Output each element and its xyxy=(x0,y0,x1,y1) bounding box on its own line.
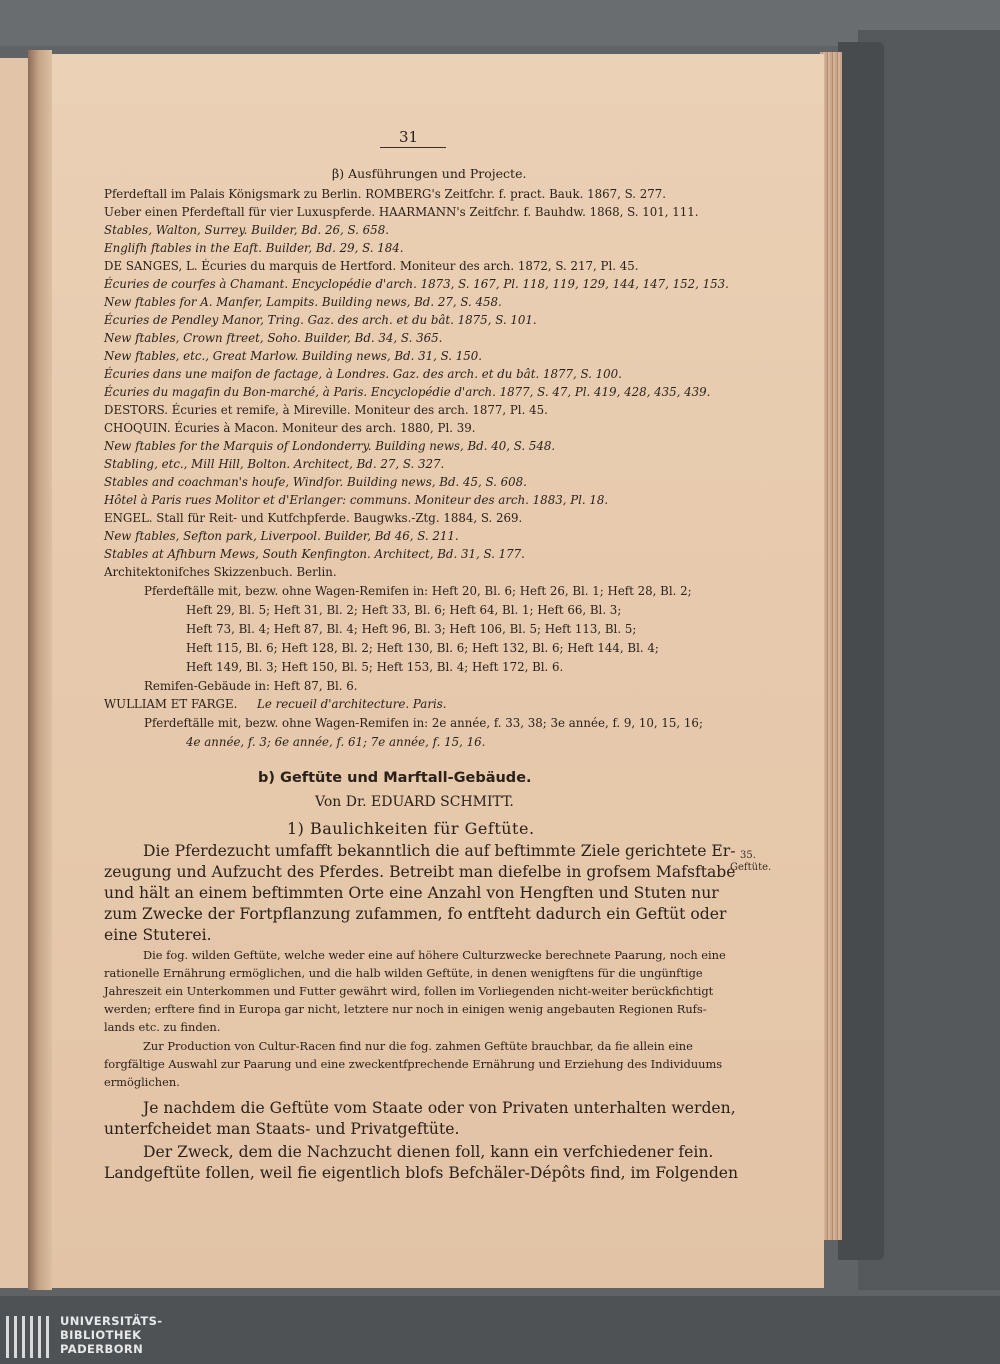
note-line: rationelle Ernährung ermöglichen, und die halb wilden Geftüte, in denen wenigftens für die ungünftige xyxy=(104,966,703,980)
reference-item: DESTORS. Écuries et remife, à Mireville. Moniteur des arch. 1877, Pl. 45. xyxy=(104,403,548,417)
reference-item: Stables at Afhburn Mews, South Kenfington. Architect, Bd. 31, S. 177. xyxy=(104,547,525,561)
reference-item: New ftables for the Marquis of Londonderry. Building news, Bd. 40, S. 548. xyxy=(104,439,556,453)
page-number: 31 xyxy=(399,128,419,146)
note-line: werden; erftere find in Europa gar nicht, letztere nur noch in einigen wenig angebauten Regionen Rufs- xyxy=(104,1002,707,1016)
reference-item: DE SANGES, L. Écuries du marquis de Hertford. Moniteur des arch. 1872, S. 217, Pl. 45. xyxy=(104,259,639,273)
reference-item: Stabling, etc., Mill Hill, Bolton. Architect, Bd. 27, S. 327. xyxy=(104,457,445,471)
farge-line: 4e année, f. 3; 6e année, f. 61; 7e année, f. 15, 16. xyxy=(186,735,486,749)
skizzenbuch-line: Heft 73, Bl. 4; Heft 87, Bl. 4; Heft 96, Bl. 3; Heft 106, Bl. 5; Heft 113, Bl. 5; xyxy=(186,622,637,636)
note-line: forgfältige Auswahl zur Paarung und eine zweckentfprechende Ernährung und Erziehung des Individuums xyxy=(104,1057,723,1071)
reference-item: Englifh ftables in the Eaft. Builder, Bd. 29, S. 184. xyxy=(104,241,404,255)
margin-note-label: Geftüte. xyxy=(730,862,772,873)
body-line: Je nachdem die Geftüte vom Staate oder von Privaten unterhalten werden, xyxy=(143,1099,736,1117)
reference-item: Architektonifches Skizzenbuch. Berlin. xyxy=(104,565,337,579)
section-b-subheading: 1) Baulichkeiten für Geftüte. xyxy=(287,819,535,838)
skizzenbuch-line: Heft 29, Bl. 5; Heft 31, Bl. 2; Heft 33, Bl. 6; Heft 64, Bl. 1; Heft 66, Bl. 3; xyxy=(186,603,622,617)
library-logo-line: PADERBORN xyxy=(60,1342,144,1356)
body-line: zeugung und Aufzucht des Pferdes. Betreibt man diefelbe in grofsem Mafsftabe xyxy=(104,863,736,881)
reference-item: Écuries de courfes à Chamant. Encyclopédie d'arch. 1873, S. 167, Pl. 118, 119, 129, 144, 147, 152, 153. xyxy=(104,277,729,291)
skizzenbuch-remisen: Remifen-Gebäude in: Heft 87, Bl. 6. xyxy=(144,679,358,693)
reference-item: New ftables, Sefton park, Liverpool. Builder, Bd 46, S. 211. xyxy=(104,529,459,543)
reference-item: Stables, Walton, Surrey. Builder, Bd. 26, S. 658. xyxy=(104,223,389,237)
body-line: und hält an einem beftimmten Orte eine Anzahl von Hengften und Stuten nur xyxy=(104,884,719,902)
reference-item: CHOQUIN. Écuries à Macon. Moniteur des arch. 1880, Pl. 39. xyxy=(104,421,476,435)
reference-item: Écuries du magafin du Bon-marché, à Paris. Encyclopédie d'arch. 1877, S. 47, Pl. 419, 428, 435, 439. xyxy=(104,385,711,399)
reference-item: New ftables, etc., Great Marlow. Building news, Bd. 31, S. 150. xyxy=(104,349,483,363)
reference-item: New ftables, Crown ftreet, Soho. Builder, Bd. 34, S. 365. xyxy=(104,331,443,345)
book-board-edge xyxy=(838,42,884,1260)
library-logo-line: BIBLIOTHEK xyxy=(60,1328,142,1342)
note-line: Zur Production von Cultur-Racen find nur die fog. zahmen Geftüte brauchbar, da fie allein eine xyxy=(143,1039,693,1053)
library-logo-line: UNIVERSITÄTS- xyxy=(60,1314,163,1328)
note-line: Die fog. wilden Geftüte, welche weder eine auf höhere Culturzwecke berechnete Paarung, noch eine xyxy=(143,948,726,962)
skizzenbuch-line: Heft 115, Bl. 6; Heft 128, Bl. 2; Heft 130, Bl. 6; Heft 132, Bl. 6; Heft 144, Bl. 4; xyxy=(186,641,659,655)
note-line: ermöglichen. xyxy=(104,1075,180,1089)
farge-line: Pferdeftälle mit, bezw. ohne Wagen-Remifen in: 2e année, f. 33, 38; 3e année, f. 9, 10, 15, 16; xyxy=(144,716,703,730)
book-cover-top xyxy=(0,0,1000,46)
library-logo-icon xyxy=(6,1316,50,1358)
book-gutter xyxy=(28,50,52,1290)
body-line: zum Zwecke der Fortpflanzung zufammen, fo entfteht dadurch ein Geftüt oder xyxy=(104,905,727,923)
farge-title: Le recueil d'architecture. Paris. xyxy=(257,697,447,711)
skizzenbuch-line: Heft 149, Bl. 3; Heft 150, Bl. 5; Heft 153, Bl. 4; Heft 172, Bl. 6. xyxy=(186,660,564,674)
library-logo xyxy=(6,1314,196,1360)
section-beta-heading: β) Ausführungen und Projecte. xyxy=(332,166,527,181)
body-line: unterfcheidet man Staats- und Privatgeftüte. xyxy=(104,1120,460,1138)
page-number-rule xyxy=(380,147,446,148)
body-line: Landgeftüte follen, weil fie eigentlich blofs Befchäler-Dépôts find, im Folgenden xyxy=(104,1164,739,1182)
body-line: eine Stuterei. xyxy=(104,926,212,944)
note-line: Jahreszeit ein Unterkommen und Futter gewährt wird, follen im Vorliegenden nicht-weiter berückfichtigt xyxy=(104,984,714,998)
body-line: Der Zweck, dem die Nachzucht dienen foll, kann ein verfchiedener fein. xyxy=(143,1143,714,1161)
body-line: Die Pferdezucht umfafft bekanntlich die auf beftimmte Ziele gerichtete Er- xyxy=(143,842,736,860)
reference-item: ENGEL. Stall für Reit- und Kutfchpferde. Baugwks.-Ztg. 1884, S. 269. xyxy=(104,511,523,525)
reference-item: New ftables for A. Manfer, Lampits. Building news, Bd. 27, S. 458. xyxy=(104,295,502,309)
reference-item: Pferdeftall im Palais Königsmark zu Berlin. ROMBERG's Zeitfchr. f. pract. Bauk. 1867, S. 277. xyxy=(104,187,667,201)
section-b-byline: Von Dr. EDUARD SCHMITT. xyxy=(315,794,514,810)
note-line: lands etc. zu finden. xyxy=(104,1020,221,1034)
skizzenbuch-line: Pferdeftälle mit, bezw. ohne Wagen-Remifen in: Heft 20, Bl. 6; Heft 26, Bl. 1; Heft 28, Bl. 2; xyxy=(144,584,692,598)
margin-note-number: 35. xyxy=(740,850,756,861)
section-b-heading: b) Geftüte und Marftall-Gebäude. xyxy=(258,770,532,786)
reference-item: Hôtel à Paris rues Molitor et d'Erlanger: communs. Moniteur des arch. 1883, Pl. 18. xyxy=(104,493,609,507)
reference-item: Écuries dans une maifon de factage, à Londres. Gaz. des arch. et du bât. 1877, S. 100. xyxy=(104,367,622,381)
left-page-edge xyxy=(0,58,31,1288)
reference-item: Écuries de Pendley Manor, Tring. Gaz. des arch. et du bât. 1875, S. 101. xyxy=(104,313,537,327)
reference-item: Ueber einen Pferdeftall für vier Luxuspferde. HAARMANN's Zeitfchr. f. Bauhdw. 1868, S. 101, 111. xyxy=(104,205,699,219)
farge-author: WULLIAM ET FARGE. xyxy=(104,697,238,711)
reference-item: Stables and coachman's houfe, Windfor. Building news, Bd. 45, S. 608. xyxy=(104,475,527,489)
